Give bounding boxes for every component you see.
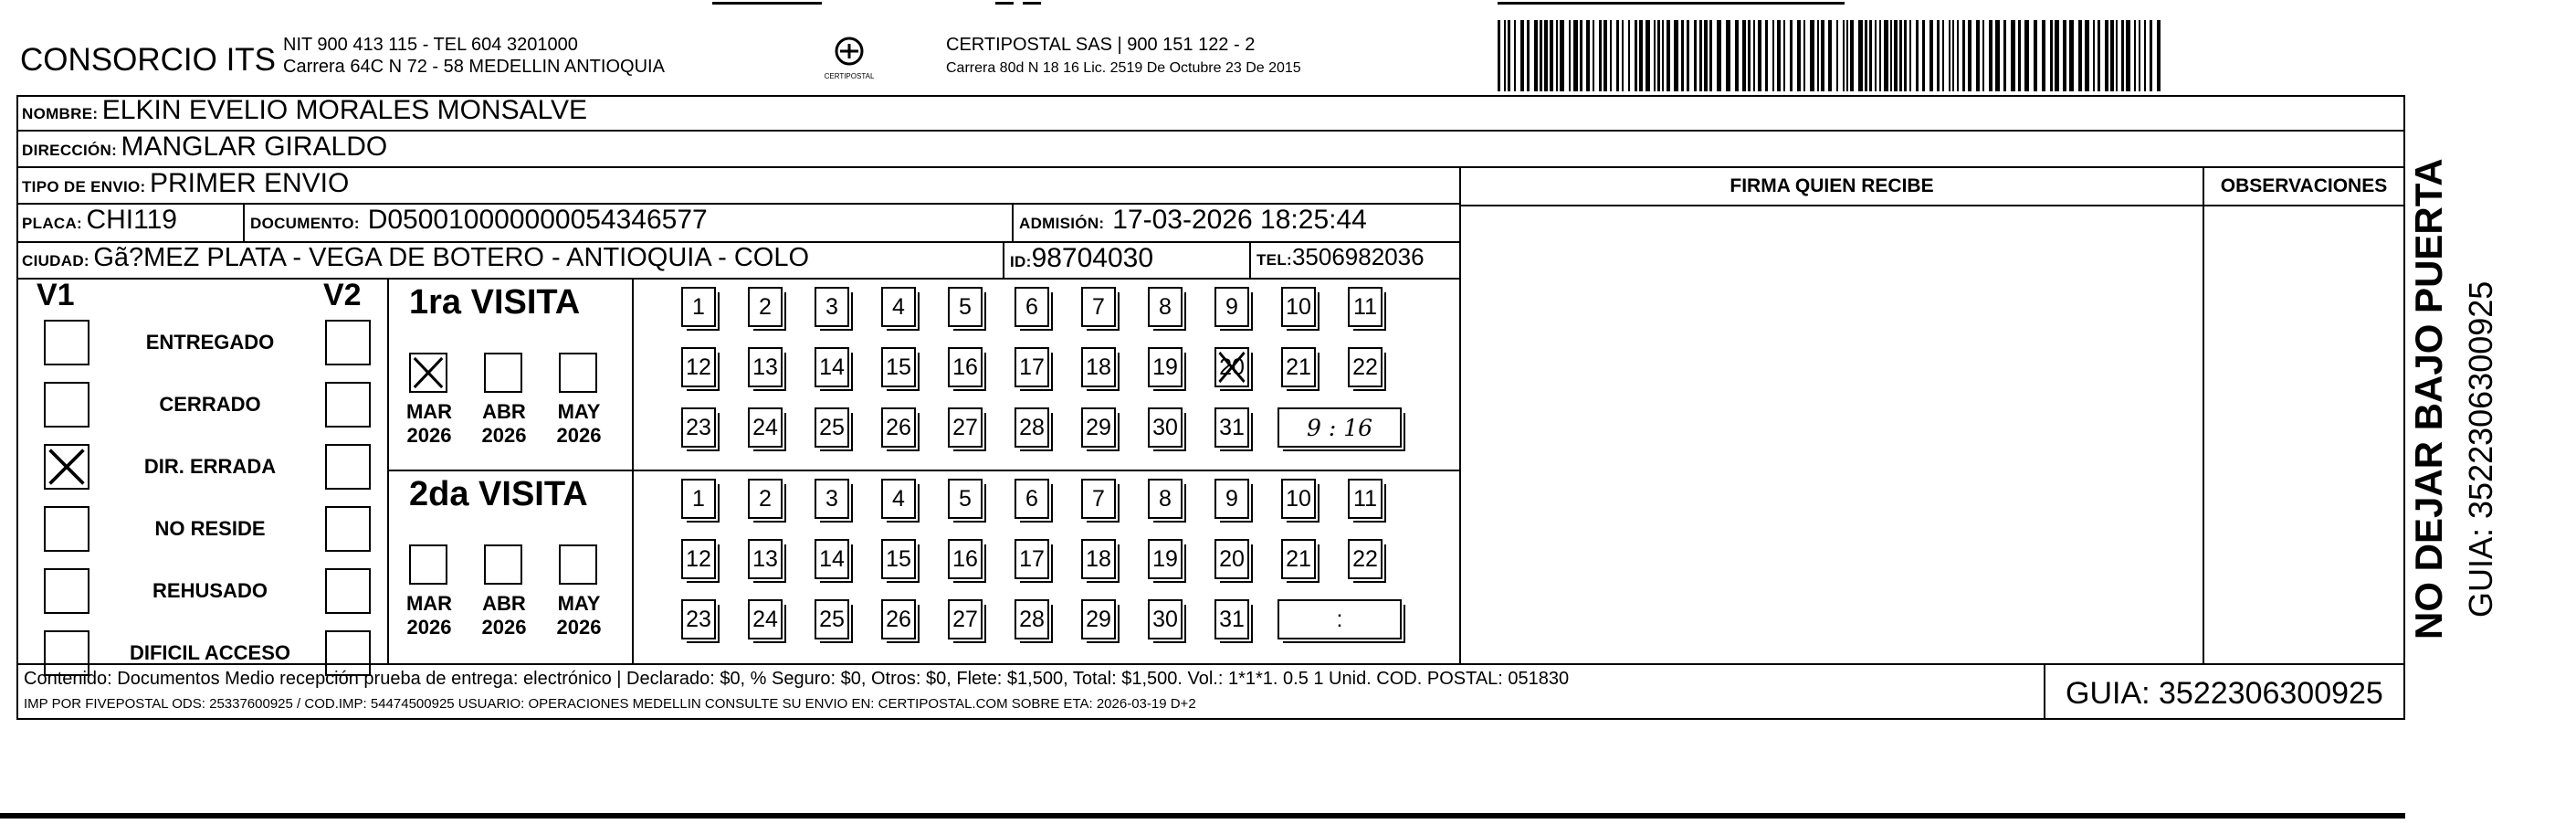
day-box-13[interactable]: 13 (748, 347, 783, 387)
col-divider (1012, 203, 1014, 241)
barcode-bar (2110, 20, 2114, 91)
barcode-bar (1869, 20, 1872, 91)
barcode-bar (1929, 20, 1933, 91)
day-box-4[interactable]: 4 (881, 479, 916, 519)
day-box-22[interactable]: 22 (1348, 539, 1383, 579)
barcode-bar (1843, 20, 1845, 91)
day-box-11[interactable]: 11 (1348, 479, 1383, 519)
v1-checkbox-4[interactable] (44, 568, 89, 614)
day-box-19[interactable]: 19 (1148, 539, 1183, 579)
barcode-bar (1989, 20, 1992, 91)
v1-checkbox-2[interactable] (44, 444, 89, 490)
time-box[interactable]: 9 : 16 (1277, 407, 1402, 448)
barcode-bar (1821, 20, 1824, 91)
top-mark (712, 2, 822, 5)
day-box-10[interactable]: 10 (1281, 479, 1316, 519)
barcode-bar (1765, 20, 1768, 91)
barcode-bar (2126, 20, 2130, 91)
barcode-bar (1879, 20, 1881, 91)
day-box-25[interactable]: 25 (815, 407, 849, 448)
tipo-label: TIPO DE ENVIO: (22, 178, 146, 195)
day-box-23[interactable]: 23 (681, 599, 716, 639)
v2-checkbox-0[interactable] (325, 320, 371, 365)
barcode-bar (1836, 20, 1838, 91)
barcode-bar (1662, 20, 1664, 91)
day-box-14[interactable]: 14 (815, 539, 849, 579)
barcode-bar (1909, 20, 1911, 91)
day-box-26[interactable]: 26 (881, 599, 916, 639)
tel-value: 3506982036 (1291, 243, 1425, 270)
barcode-bar (2011, 20, 2015, 91)
barcode-bar (1635, 20, 1637, 91)
direccion-label: DIRECCIÓN: (22, 142, 118, 159)
v2-checkbox-3[interactable] (325, 506, 371, 552)
barcode-bar (1828, 20, 1832, 91)
month-label (553, 592, 605, 639)
day-box-2[interactable]: 2 (748, 287, 783, 327)
frame-right (2403, 95, 2405, 720)
barcode-bar (1783, 20, 1785, 91)
barcode-bar (1498, 20, 1500, 91)
barcode-bar (1982, 20, 1984, 91)
barcode-bar (1937, 20, 1940, 91)
status-label: ENTREGADO (145, 331, 275, 354)
ciudad-value: Gã?MEZ PLATA - VEGA DE BOTERO - ANTIOQUIA - COLO (93, 243, 810, 272)
day-box-6[interactable]: 6 (1015, 479, 1049, 519)
barcode-bar (2078, 20, 2082, 91)
x-mark-icon (46, 446, 88, 488)
day-box-3[interactable]: 3 (815, 479, 849, 519)
barcode-bar (1610, 20, 1612, 91)
month-checkbox-abr[interactable] (484, 544, 522, 585)
barcode-bar (1580, 20, 1582, 91)
barcode-bar (1687, 20, 1689, 91)
barcode-bar (1726, 20, 1730, 91)
col-divider (243, 203, 245, 241)
barcode-bar (1622, 20, 1624, 91)
id-label: ID: (1010, 253, 1032, 270)
v2-header: V2 (323, 278, 362, 312)
barcode-bar (1550, 20, 1553, 91)
day-box-8[interactable]: 8 (1148, 287, 1183, 327)
barcode-bar (1942, 20, 1944, 91)
day-box-12[interactable]: 12 (681, 347, 716, 387)
tipo-row (22, 168, 349, 199)
day-box-27[interactable]: 27 (948, 407, 983, 448)
barcode-bar (1560, 20, 1564, 91)
barcode-bar (1556, 20, 1558, 91)
day-box-4[interactable]: 4 (881, 287, 916, 327)
nombre-label: NOMBRE: (22, 105, 99, 122)
barcode-bar (2003, 20, 2006, 91)
direccion-value: MANGLAR GIRALDO (121, 132, 388, 162)
barcode-bar (1593, 20, 1594, 91)
day-box-8[interactable]: 8 (1148, 479, 1183, 519)
barcode-bar (1976, 20, 1980, 91)
barcode-bar (2116, 20, 2118, 91)
barcode-bar (2134, 20, 2136, 91)
month-year: 2026 (481, 616, 527, 639)
barcode-bar (1544, 20, 1548, 91)
admision-value: 17-03-2026 18:25:44 (1112, 205, 1367, 235)
month-name: MAY (557, 592, 601, 615)
footer-guia: GUIA: 3522306300925 (2066, 676, 2383, 711)
barcode-bar (1628, 20, 1630, 91)
col-divider (1003, 241, 1004, 278)
day-box-19[interactable]: 19 (1148, 347, 1183, 387)
admision-row (1019, 205, 1367, 236)
observations-area[interactable] (2204, 206, 2403, 663)
barcode-bar (2085, 20, 2089, 91)
day-box-5[interactable]: 5 (948, 287, 983, 327)
time-box[interactable]: : (1277, 599, 1402, 639)
barcode-bar (2050, 20, 2053, 91)
barcode-bar (1586, 20, 1590, 91)
month-name: MAR (405, 400, 453, 423)
certipostal-logo (820, 33, 878, 84)
barcode-bar (1504, 20, 1506, 91)
status-label: NO RESIDE (154, 517, 266, 540)
month-year: 2026 (556, 424, 602, 447)
day-box-28[interactable]: 28 (1015, 599, 1049, 639)
nombre-value: ELKIN EVELIO MORALES MONSALVE (101, 95, 588, 125)
barcode-bar (1709, 20, 1712, 91)
day-box-29[interactable]: 29 (1081, 407, 1116, 448)
month-year: 2026 (556, 616, 602, 639)
barcode-bar (1699, 20, 1702, 91)
footer-content: Contenido: Documentos Medio recepción prueba de entrega: electrónico | Declarado: $0, % Seguro: $0, Otros: $0, Flete: $1,500, Total: $1,500. Vol.: 1*1*1. 0.5 1 Unid. COD. POSTAL: 051830 (24, 669, 1570, 689)
v2-checkbox-1[interactable] (325, 382, 371, 428)
signature-area[interactable] (1461, 206, 2203, 663)
day-box-9[interactable]: 9 (1214, 479, 1249, 519)
day-box-31[interactable]: 31 (1214, 599, 1249, 639)
barcode-bar (1694, 20, 1697, 91)
barcode-bar (1850, 20, 1854, 91)
month-label (404, 592, 455, 639)
day-box-29[interactable]: 29 (1081, 599, 1116, 639)
barcode-bar (1790, 20, 1793, 91)
documento-label: DOCUMENTO: (250, 215, 360, 232)
barcode-bar (1962, 20, 1965, 91)
day-box-17[interactable]: 17 (1015, 347, 1049, 387)
status-label: DIFICIL ACCESO (129, 641, 290, 664)
barcode-bar (1777, 20, 1781, 91)
month-checkbox-may[interactable] (559, 353, 597, 393)
direccion-row (22, 132, 387, 163)
barcode-bar (1573, 20, 1578, 91)
row-line (16, 278, 1459, 280)
month-label (478, 400, 530, 448)
month-label (553, 400, 605, 448)
placa-row (22, 205, 177, 236)
footer-imp: IMP POR FIVEPOSTAL ODS: 25337600925 / COD.IMP: 54474500925 USUARIO: OPERACIONES MEDELLIN CONSULTE SU ENVIO EN: CERTIPOSTAL.COM SOBRE ETA: 2026-03-19 D+2 (24, 696, 1196, 712)
first-visit-title: 1ra VISITA (409, 283, 581, 322)
id-row (1010, 243, 1153, 274)
v1-header: V1 (37, 278, 75, 312)
month-label (404, 400, 455, 448)
col-divider (1249, 241, 1251, 278)
barcode-bar (1803, 20, 1805, 91)
barcode-bar (1645, 20, 1650, 91)
status-label: DIR. ERRADA (143, 455, 277, 478)
month-name: MAR (405, 592, 453, 615)
barcode-bar (1569, 20, 1571, 91)
nombre-row (22, 95, 587, 126)
barcode-bar (1916, 20, 1919, 91)
barcode-bar (1952, 20, 1954, 91)
day-box-28[interactable]: 28 (1015, 407, 1049, 448)
barcode-bar (1667, 20, 1670, 91)
barcode-bar (2055, 20, 2059, 91)
month-checkbox-mar[interactable] (409, 544, 447, 585)
day-box-30[interactable]: 30 (1148, 407, 1183, 448)
v1-checkbox-0[interactable] (44, 320, 89, 365)
documento-row (250, 205, 708, 236)
day-box-15[interactable]: 15 (881, 539, 916, 579)
ciudad-label: CIUDAD: (22, 252, 89, 269)
barcode-bar (1995, 20, 2000, 91)
barcode-bar (1797, 20, 1801, 91)
barcode-bar (1735, 20, 1739, 91)
day-box-16[interactable]: 16 (948, 347, 983, 387)
barcode-bar (1742, 20, 1746, 91)
day-box-25[interactable]: 25 (815, 599, 849, 639)
documento-value: D050010000000054346577 (367, 205, 708, 235)
day-box-14[interactable]: 14 (815, 347, 849, 387)
barcode-bar (2069, 20, 2074, 91)
barcode-bar (2024, 20, 2029, 91)
side-warning: NO DEJAR BAJO PUERTA (2407, 158, 2450, 639)
month-checkbox-abr[interactable] (484, 353, 522, 393)
status-label: REHUSADO (152, 579, 268, 602)
barcode-bar (1717, 20, 1721, 91)
barcode-bar (2093, 20, 2095, 91)
visit-divider (387, 470, 1461, 471)
barcode-bar (1899, 20, 1902, 91)
day-box-26[interactable]: 26 (881, 407, 916, 448)
barcode-bar (1508, 20, 1510, 91)
month-name: ABR (482, 400, 526, 423)
day-box-6[interactable]: 6 (1015, 287, 1049, 327)
barcode-bar (2034, 20, 2037, 91)
company-address: Carrera 64C N 72 - 58 MEDELLIN ANTIOQUIA (283, 57, 665, 77)
top-mark (995, 2, 1014, 5)
day-box-23[interactable]: 23 (681, 407, 716, 448)
license-line: Carrera 80d N 18 16 Lic. 2519 De Octubre 23 De 2015 (946, 60, 1301, 76)
month-label (478, 592, 530, 639)
month-checkbox-mar[interactable] (409, 353, 447, 393)
bottom-rule (0, 813, 2405, 819)
v1-checkbox-3[interactable] (44, 506, 89, 552)
barcode-bar (1922, 20, 1925, 91)
day-box-27[interactable]: 27 (948, 599, 983, 639)
day-box-22[interactable]: 22 (1348, 347, 1383, 387)
barcode-bar (1817, 20, 1819, 91)
barcode-bar (1540, 20, 1542, 91)
barcode-bar (1894, 20, 1898, 91)
placa-value: CHI119 (86, 205, 177, 235)
day-box-21[interactable]: 21 (1281, 539, 1316, 579)
barcode-bar (2121, 20, 2124, 91)
day-box-30[interactable]: 30 (1148, 599, 1183, 639)
barcode-bar (2157, 20, 2161, 91)
day-box-24[interactable]: 24 (748, 407, 783, 448)
courier-line: CERTIPOSTAL SAS | 900 151 122 - 2 (946, 35, 1256, 55)
month-year: 2026 (406, 424, 452, 447)
frame-bottom (16, 718, 2405, 720)
month-name: MAY (557, 400, 601, 423)
barcode-bar (1810, 20, 1814, 91)
barcode-bar (2042, 20, 2045, 91)
col-divider (2044, 663, 2045, 720)
id-value: 98704030 (1031, 243, 1154, 273)
barcode-bar (1616, 20, 1619, 91)
placa-label: PLACA: (22, 215, 83, 232)
barcode-bar (1865, 20, 1867, 91)
barcode-bar (1704, 20, 1708, 91)
barcode-bar (1904, 20, 1907, 91)
day-box-5[interactable]: 5 (948, 479, 983, 519)
day-box-24[interactable]: 24 (748, 599, 783, 639)
barcode-bar (1654, 20, 1656, 91)
day-box-7[interactable]: 7 (1081, 479, 1116, 519)
admision-label: ADMISIÓN: (1019, 215, 1105, 232)
barcode-bar (1657, 20, 1660, 91)
day-box-18[interactable]: 18 (1081, 539, 1116, 579)
v2-checkbox-4[interactable] (325, 568, 371, 614)
tipo-value: PRIMER ENVIO (149, 168, 350, 198)
day-box-31[interactable]: 31 (1214, 407, 1249, 448)
barcode-bar (2098, 20, 2100, 91)
barcode-bar (1753, 20, 1755, 91)
company-nit: NIT 900 413 115 - TEL 604 3201000 (283, 35, 578, 55)
ciudad-row (22, 243, 809, 273)
top-mark (1498, 2, 1845, 5)
barcode-bar (1772, 20, 1774, 91)
barcode (1498, 20, 2163, 91)
day-box-20[interactable]: 20 (1214, 347, 1249, 387)
side-guia: GUIA: 3522306300925 (2462, 280, 2499, 618)
status-label: CERRADO (159, 393, 261, 416)
day-box-18[interactable]: 18 (1081, 347, 1116, 387)
barcode-bar (1949, 20, 1950, 91)
barcode-bar (1514, 20, 1516, 91)
certipostal-logo-icon (820, 33, 878, 84)
day-box-3[interactable]: 3 (815, 287, 849, 327)
day-box-16[interactable]: 16 (948, 539, 983, 579)
x-mark-icon (1216, 349, 1247, 386)
barcode-bar (2144, 20, 2146, 91)
month-checkbox-may[interactable] (559, 544, 597, 585)
day-box-11[interactable]: 11 (1348, 287, 1383, 327)
barcode-bar (1758, 20, 1761, 91)
month-name: ABR (482, 592, 526, 615)
barcode-bar (2018, 20, 2021, 91)
day-box-12[interactable]: 12 (681, 539, 716, 579)
barcode-bar (1748, 20, 1751, 91)
frame-left (16, 95, 18, 720)
row-line (16, 166, 2405, 168)
barcode-bar (1846, 20, 1848, 91)
barcode-bar (1968, 20, 1971, 91)
tel-row (1256, 243, 1425, 271)
barcode-bar (2139, 20, 2140, 91)
barcode-bar (1875, 20, 1877, 91)
barcode-bar (2150, 20, 2152, 91)
day-box-13[interactable]: 13 (748, 539, 783, 579)
month-year: 2026 (406, 616, 452, 639)
firma-header: FIRMA QUIEN RECIBE (1730, 175, 1934, 196)
tel-label: TEL: (1256, 251, 1292, 269)
day-box-9[interactable]: 9 (1214, 287, 1249, 327)
row-line (16, 663, 2405, 665)
company-name: CONSORCIO ITS (20, 42, 277, 78)
day-box-1[interactable]: 1 (681, 287, 716, 327)
barcode-bar (1534, 20, 1538, 91)
logo-wordmark: CERTIPOSTAL (824, 72, 875, 80)
barcode-bar (1599, 20, 1602, 91)
barcode-bar (1858, 20, 1863, 91)
barcode-bar (1890, 20, 1892, 91)
barcode-bar (2063, 20, 2066, 91)
day-box-21[interactable]: 21 (1281, 347, 1316, 387)
day-box-2[interactable]: 2 (748, 479, 783, 519)
barcode-bar (1884, 20, 1888, 91)
barcode-bar (1957, 20, 1959, 91)
barcode-bar (1520, 20, 1524, 91)
day-box-7[interactable]: 7 (1081, 287, 1116, 327)
second-visit-title: 2da VISITA (409, 475, 588, 513)
barcode-bar (2105, 20, 2108, 91)
day-box-15[interactable]: 15 (881, 347, 916, 387)
day-box-17[interactable]: 17 (1015, 539, 1049, 579)
observaciones-header: OBSERVACIONES (2220, 175, 2388, 196)
barcode-bar (1603, 20, 1607, 91)
top-mark (1023, 2, 1041, 5)
month-year: 2026 (481, 424, 527, 447)
barcode-bar (1527, 20, 1530, 91)
v2-checkbox-2[interactable] (325, 444, 371, 490)
v1-checkbox-1[interactable] (44, 382, 89, 428)
barcode-bar (1639, 20, 1643, 91)
x-mark-icon (411, 354, 446, 391)
day-box-1[interactable]: 1 (681, 479, 716, 519)
barcode-bar (1681, 20, 1684, 91)
day-box-10[interactable]: 10 (1281, 287, 1316, 327)
barcode-bar (1674, 20, 1678, 91)
day-box-20[interactable]: 20 (1214, 539, 1249, 579)
